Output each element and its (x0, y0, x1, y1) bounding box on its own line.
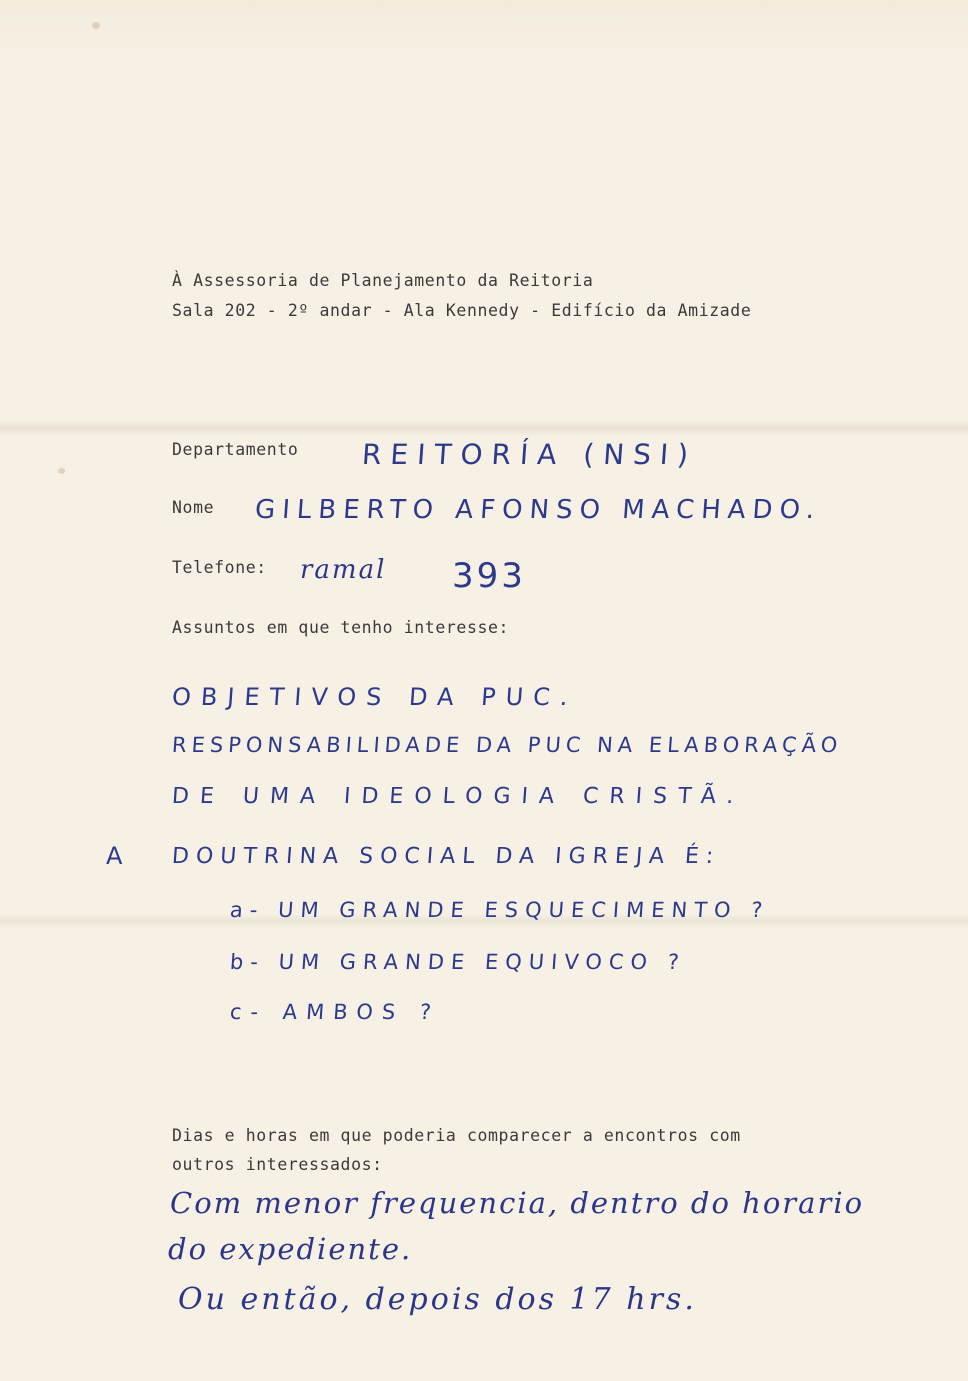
departamento-value: REITORÍA (NSI) (360, 438, 699, 471)
dias-label-line1: Dias e horas em que poderia comparecer a encontros com (172, 1126, 741, 1145)
assunto-line: OBJETIVOS DA PUC. (171, 683, 579, 711)
addressee-line: À Assessoria de Planejamento da Reitoria (172, 271, 594, 290)
dias-label-line2: outros interessados: (172, 1155, 383, 1174)
paper-stain (92, 22, 100, 29)
margin-mark: A (106, 842, 123, 870)
departamento-label: Departamento (172, 440, 299, 459)
telefone-ramal: ramal (300, 555, 387, 585)
assunto-line: DE UMA IDEOLOGIA CRISTÃ. (171, 784, 746, 809)
dias-answer-line: do expediente. (168, 1232, 413, 1266)
telefone-number: 393 (452, 556, 526, 596)
assunto-line: DOUTRINA SOCIAL DA IGREJA É: (171, 844, 722, 869)
assunto-line: RESPONSABILIDADE DA PUC NA ELABORAÇÃO (171, 733, 844, 757)
nome-label: Nome (172, 498, 215, 517)
assunto-option-b: b- UM GRANDE EQUIVOCO ? (229, 950, 687, 974)
telefone-label: Telefone: (172, 558, 267, 577)
nome-value: GILBERTO AFONSO MACHADO. (253, 495, 823, 525)
assunto-option-c: c- AMBOS ? (229, 1000, 441, 1024)
assunto-option-a: a- UM GRANDE ESQUECIMENTO ? (229, 898, 771, 922)
paper-stain (58, 468, 65, 474)
address-line: Sala 202 - 2º andar - Ala Kennedy - Edifício da Amizade (172, 301, 752, 320)
dias-answer-line: Ou então, depois dos 17 hrs. (178, 1282, 697, 1317)
dias-answer-line: Com menor frequencia, dentro do horario (170, 1186, 865, 1220)
assuntos-label: Assuntos em que tenho interesse: (172, 618, 510, 637)
